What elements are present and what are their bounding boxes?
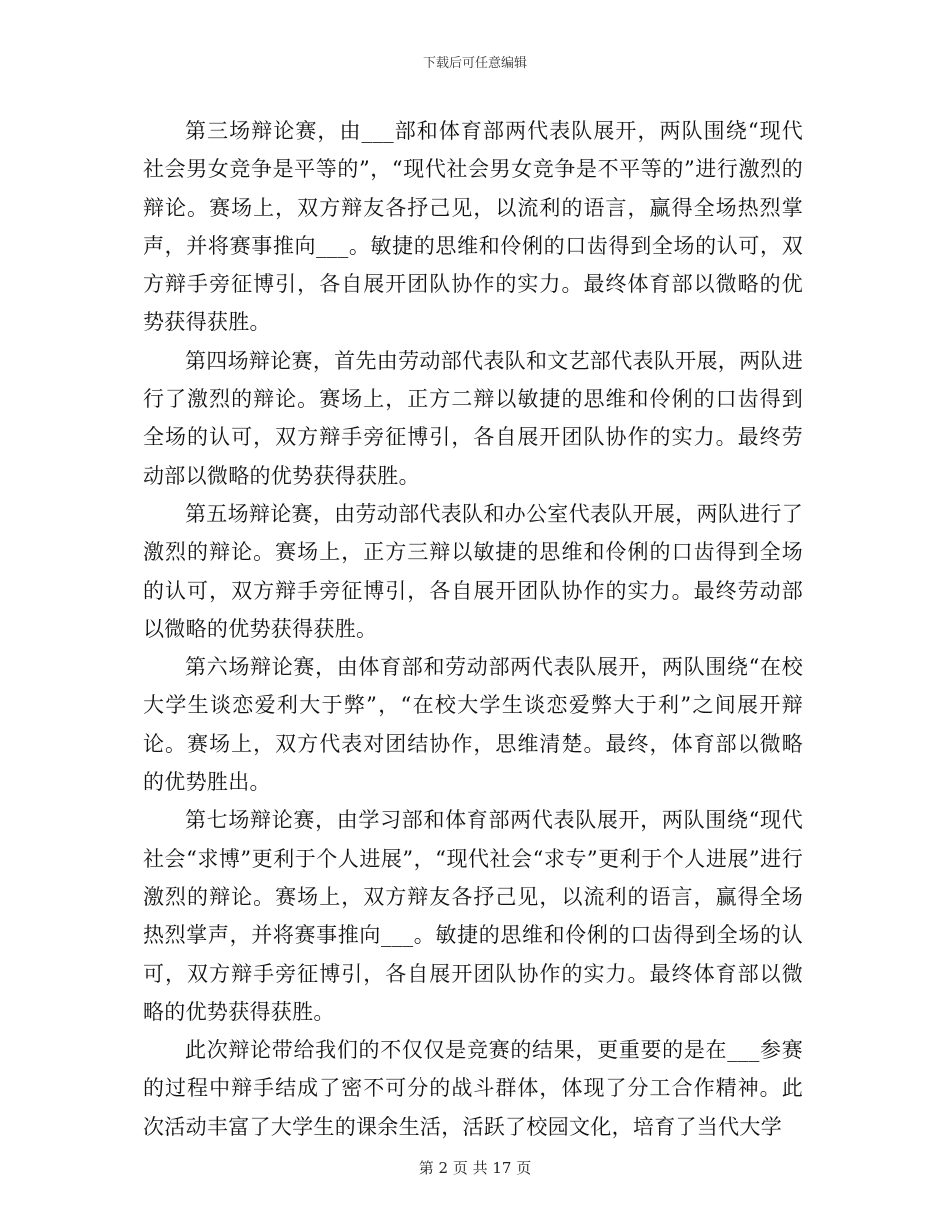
paragraph-summary: 此次辩论带给我们的不仅仅是竞赛的结果，更重要的是在___参赛的过程中辩手结成了密不可分的战斗群体，体现了分工合作精神。此次活动丰富了大学生的课余生活，活跃了校园文化，培育了当代大学	[143, 1038, 803, 1139]
paragraph-debate-4: 第四场辩论赛，首先由劳动部代表队和文艺部代表队开展，两队进行了激烈的辩论。赛场上，正方二辩以敏捷的思维和伶俐的口齿得到全场的认可，双方辩手旁征博引，各自展开团队协作的实力。最终劳动部以微略的优势获得获胜。	[143, 348, 803, 488]
document-body	[143, 112, 803, 1146]
paragraph-debate-7: 第七场辩论赛，由学习部和体育部两代表队展开，两队围绕“现代社会“求博”更利于个人进展”，“现代社会“求专”更利于个人进展”进行激烈的辩论。赛场上，双方辩友各抒己见，以流利的语言，赢得全场热烈掌声，并将赛事推向___。敏捷的思维和伶俐的口齿得到全场的认可，双方辩手旁征博引，各自展开团队协作的实力。最终体育部以微略的优势获得获胜。	[143, 808, 803, 1024]
paragraph-debate-3: 第三场辩论赛，由___部和体育部两代表队展开，两队围绕“现代社会男女竞争是平等的”，“现代社会男女竞争是不平等的”进行激烈的辩论。赛场上，双方辩友各抒己见，以流利的语言，赢得全场热烈掌声，并将赛事推向___。敏捷的思维和伶俐的口齿得到全场的认可，双方辩手旁征博引，各自展开团队协作的实力。最终体育部以微略的优势获得获胜。	[143, 119, 803, 335]
page-number-footer: 第 2 页 共 17 页	[418, 1159, 532, 1177]
paragraph-debate-5: 第五场辩论赛，由劳动部代表队和办公室代表队开展，两队进行了激烈的辩论。赛场上，正方三辩以敏捷的思维和伶俐的口齿得到全场的认可，双方辩手旁征博引，各自展开团队协作的实力。最终劳动部以微略的优势获得获胜。	[143, 501, 803, 641]
paragraph-debate-6: 第六场辩论赛，由体育部和劳动部两代表队展开，两队围绕“在校大学生谈恋爱利大于弊”，“在校大学生谈恋爱弊大于利”之间展开辩论。赛场上，双方代表对团结协作，思维清楚。最终，体育部以微略的优势胜出。	[143, 655, 803, 795]
page-header-note: 下载后可任意编辑	[422, 56, 527, 71]
